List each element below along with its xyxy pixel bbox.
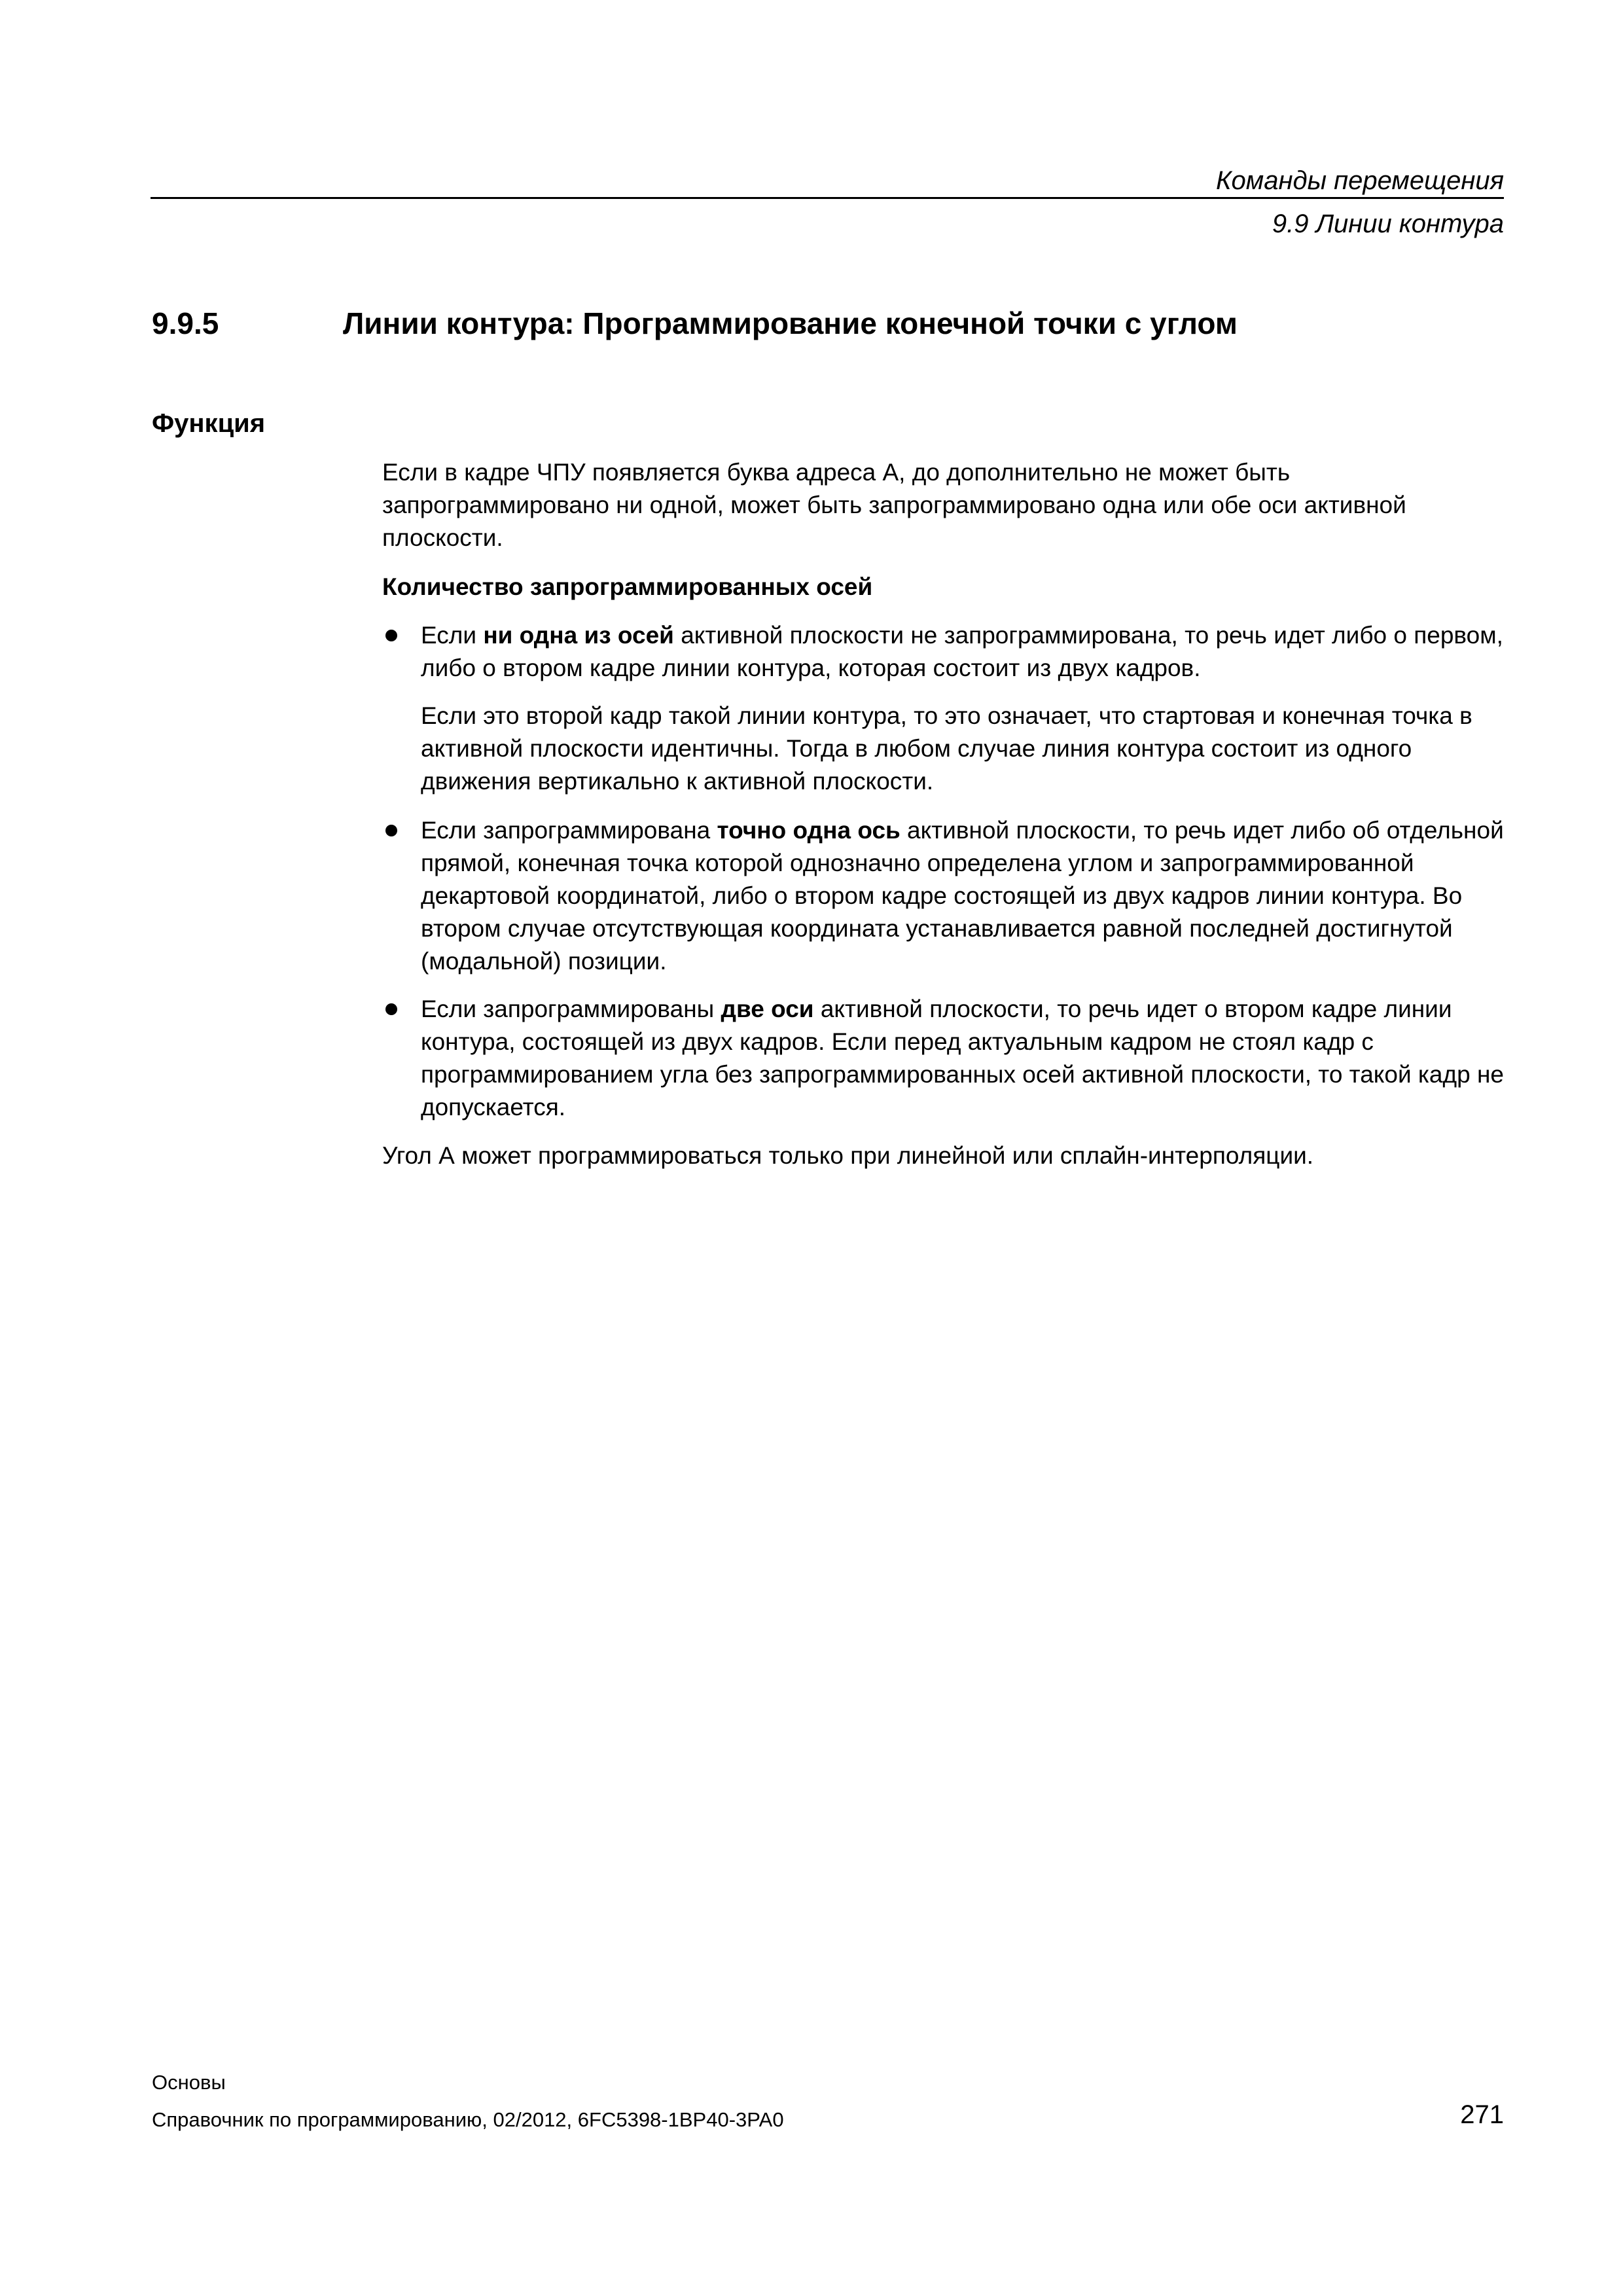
page-number: 271 (1460, 2100, 1504, 2129)
running-header-section: 9.9 Линии контура (1272, 209, 1504, 238)
closing-paragraph: Угол А может программироваться только при линейной или сплайн-интерполяции. (382, 1142, 1314, 1169)
footer-book-title: Основы (152, 2071, 226, 2094)
section-title: Линии контура: Программирование конечной точки с углом (343, 306, 1238, 340)
bullet-emphasis: ни одна из осей (483, 622, 674, 649)
intro-paragraph: Если в кадре ЧПУ появляется буква адреса А, до дополнительно не может быть запрограммировано ни одной, может быть запрограммировано одна или обе оси активной плоскости. (382, 459, 1406, 551)
axes-count-subheading: Количество запрограммированных осей (382, 573, 873, 600)
function-heading: Функция (152, 409, 266, 438)
bullet-item-no-axes: Если ни одна из осей активной плоскости не запрограммирована, то речь идет либо о первом, либо о втором кадре линии контура, которая состоит из двух кадров. (421, 622, 1503, 681)
header-rule (151, 197, 1504, 199)
bullet-continuation-paragraph: Если это второй кадр такой линии контура, то это означает, что стартовая и конечная точка в активной плоскости идентичны. Тогда в любом случае линия контура состоит из одного движения вертикально к активной плоскости. (421, 702, 1472, 795)
bullet-dot-icon (385, 825, 397, 836)
bullet-item-two-axes: Если запрограммированы две оси активной плоскости, то речь идет о втором кадре линии контура, состоящей из двух кадров. Если перед актуальным кадром не стоял кадр с программированием угла без запрограммированных осей активной плоскости, то такой кадр не допускается. (421, 996, 1504, 1121)
bullet-dot-icon (385, 1003, 397, 1015)
bullet-dot-icon (385, 630, 397, 641)
section-number: 9.9.5 (152, 306, 219, 340)
bullet-emphasis: точно одна ось (717, 817, 901, 844)
bullet-emphasis: две оси (721, 996, 814, 1022)
bullet-item-one-axis: Если запрограммирована точно одна ось активной плоскости, то речь идет либо об отдельной прямой, конечная точка которой однозначно определена углом и запрограммированной декартовой координатой, либо о втором кадре состоящей из двух кадров линии контура. Во втором случае отсутствующая координата устанавливается равной последней достигнутой (модальной) позиции. (421, 817, 1504, 975)
footer-manual-info: Справочник по программированию, 02/2012, 6FC5398-1BP40-3PA0 (152, 2108, 784, 2131)
running-header-chapter: Команды перемещения (1215, 166, 1504, 195)
